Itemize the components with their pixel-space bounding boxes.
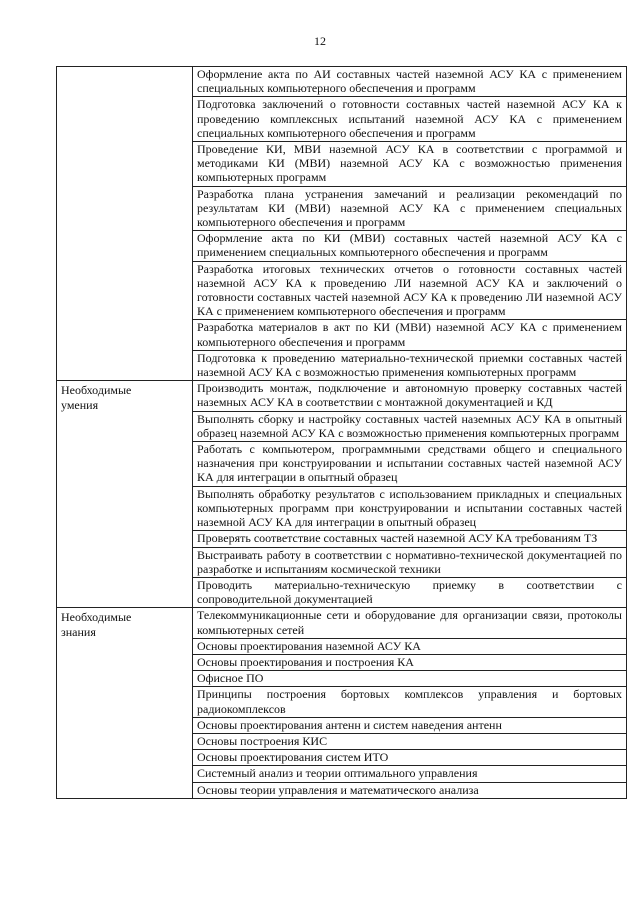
list-item: Проведение КИ, МВИ наземной АСУ КА в соответствии с программой и методиками КИ (МВИ) наземной АСУ КА с возможностью применения компьютерных программ [193, 141, 626, 186]
section-label-cell [57, 381, 193, 608]
list-item: Оформление акта по АИ составных частей наземной АСУ КА с применением специальных компьютерного обеспечения и программ [197, 67, 622, 96]
list-item: Разработка материалов в акт по КИ (МВИ) наземной АСУ КА с применением компьютерного обеспечения и программ [193, 319, 626, 349]
page-number: 12 [314, 34, 326, 48]
section-row-work-actions [57, 67, 627, 381]
list-item: Производить монтаж, подключение и автономную проверку составных частей наземных АСУ КА в соответствии с монтажной документацией и КД [197, 381, 622, 410]
list-item: Основы проектирования систем ИТО [193, 749, 626, 765]
list-item: Принципы построения бортовых комплексов управления и бортовых радиокомплексов [193, 686, 626, 716]
section-items-cell [193, 381, 627, 608]
list-item: Основы построения КИС [193, 733, 626, 749]
list-item: Проверять соответствие составных частей наземной АСУ КА требованиям ТЗ [193, 530, 626, 546]
list-item: Подготовка заключений о готовности составных частей наземной АСУ КА к проведению комплексных испытаний наземной АСУ КА с применением специальных компьютерного обеспечения и программ [193, 96, 626, 141]
list-item: Разработка итоговых технических отчетов о готовности составных частей наземной АСУ КА к проведению ЛИ наземной АСУ КА и заключений о готовности составных частей наземной АСУ КА к проведению ЛИ наземной АСУ КА с применением компьютерного обеспечения и программ [193, 261, 626, 320]
section-row-skills [57, 381, 627, 608]
list-item: Подготовка к проведению материально-технической приемки составных частей наземной АСУ КА с возможностью применения компьютерных программ [193, 350, 626, 380]
section-items-cell [193, 67, 627, 381]
list-item: Основы проектирования антенн и систем наведения антенн [193, 717, 626, 733]
section-label-cell [57, 67, 193, 381]
section-label: Необходимые умения [61, 383, 132, 413]
list-item: Выполнять сборку и настройку составных частей наземных АСУ КА в опытный образец наземной АСУ КА с возможностью применения компьютерных программ [193, 411, 626, 441]
list-item: Проводить материально-техническую приемку в соответствии с сопроводительной документацией [193, 577, 626, 607]
list-item: Основы проектирования и построения КА [193, 654, 626, 670]
list-item: Офисное ПО [193, 670, 626, 686]
list-item: Выполнять обработку результатов с использованием прикладных и специальных компьютерных программ при конструировании и испытании составных частей наземной АСУ КА для интеграции в опытный образец [193, 486, 626, 531]
list-item: Разработка плана устранения замечаний и реализации рекомендаций по результатам КИ (МВИ) наземной АСУ КА с применением специальных компьютерного обеспечения и программ [193, 186, 626, 231]
list-item: Работать с компьютером, программными средствами общего и специального назначения при конструировании и испытании составных частей наземной АСУ КА для интеграции в опытный образец [193, 441, 626, 486]
list-item: Оформление акта по КИ (МВИ) составных частей наземной АСУ КА с применением специальных компьютерного обеспечения и программ [193, 230, 626, 260]
list-item: Телекоммуникационные сети и оборудование для организации связи, протоколы компьютерных сетей [197, 608, 622, 637]
requirements-table [56, 66, 627, 799]
list-item: Основы теории управления и математического анализа [193, 782, 626, 798]
section-row-knowledge [57, 608, 627, 798]
section-label: Необходимые знания [61, 610, 132, 640]
list-item: Основы проектирования наземной АСУ КА [193, 638, 626, 654]
list-item: Выстраивать работу в соответствии с нормативно-технической документацией по разработке и испытаниям космической техники [193, 547, 626, 577]
section-items-cell [193, 608, 627, 798]
section-label-cell [57, 608, 193, 798]
list-item: Системный анализ и теории оптимального управления [193, 765, 626, 781]
